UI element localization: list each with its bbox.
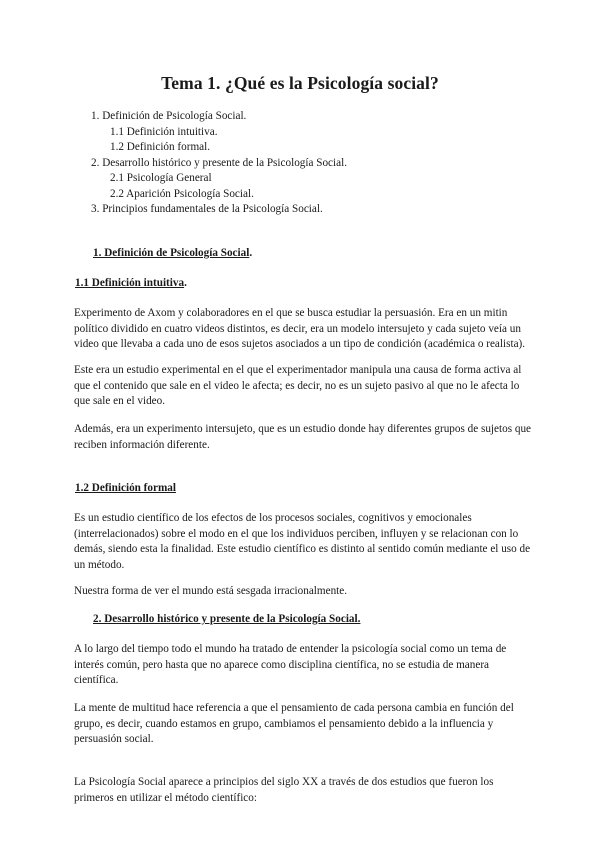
subsection-1-2-heading-text: 1.2 Definición formal [75, 482, 176, 494]
paragraph-line: que el contenido que sale en el video le afecta; es decir, no es un sujeto pasivo al que no le afecta lo [74, 379, 520, 392]
paragraph-line: video que llevaba a cada uno de esos sujetos asociados a un tipo de condición (académica o realista). [74, 338, 526, 350]
paragraph-line: político dividido en cuatro videos distintos, es decir, era un modelo intersujeto y cada sujeto veía un [74, 322, 521, 335]
paragraph-line: (interrelacionados) sobre el modo en el que los individuos perciben, influyen y se relacionan con lo [74, 527, 519, 540]
paragraph-line: grupo, es decir, cuando estamos en grupo, cambiamos el pensamiento debido a la influencia y [74, 717, 494, 730]
paragraph-line: un método. [74, 558, 125, 571]
paragraph-line: Experimento de Axom y colaboradores en el que se busca estudiar la persuasión. Era en un mitin [74, 307, 508, 319]
section-1-heading [93, 247, 252, 259]
section-2-heading-text: 2. Desarrollo histórico y presente de la Psicología Social. [93, 613, 361, 625]
subsection-1-1-heading [75, 277, 187, 289]
toc-item: 1.2 Definición formal. [110, 141, 211, 153]
paragraph-line: demás, siendo esta la finalidad. Este estudio científico es distinto al sentido común mediante el uso de [74, 543, 531, 555]
paragraph-line: A lo largo del tiempo todo el mundo ha tratado de entender la psicología social como un tema de [74, 643, 507, 655]
subsection-1-1-heading-text: 1.1 Definición intuitiva [75, 277, 185, 289]
paragraph-line: interés común, pero hasta que no aparece como disciplina científica, no se estudia de manera [74, 658, 490, 671]
paragraph-line: primeros en utilizar el método científico: [74, 791, 257, 804]
toc-item: 1. Definición de Psicología Social. [91, 110, 247, 122]
paragraph-line: Nuestra forma de ver el mundo está sesgada irracionalmente. [74, 585, 348, 597]
paragraph [74, 701, 534, 748]
section-1-heading-text: 1. Definición de Psicología Social [93, 247, 250, 259]
paragraph [74, 306, 534, 353]
section-1-heading-end: . [249, 247, 253, 259]
paragraph [74, 422, 534, 453]
paragraph-line: persuasión social. [74, 733, 154, 745]
paragraph-line: La Psicología Social aparece a principios del siglo XX a través de dos estudios que fueron los [74, 776, 494, 788]
paragraph-line: Es un estudio científico de los efectos de los procesos sociales, cognitivos y emocionales [74, 512, 472, 524]
paragraph [74, 584, 534, 600]
paragraph [74, 642, 534, 689]
toc-item: 1.1 Definición intuitiva. [110, 125, 218, 138]
paragraph [74, 775, 534, 806]
toc-item: 3. Principios fundamentales de la Psicología Social. [91, 203, 323, 215]
paragraph [74, 363, 534, 410]
subsection-1-2-heading [75, 482, 176, 494]
paragraph-line: reciben información diferente. [74, 438, 210, 451]
paragraph-line: que sale en el video. [74, 395, 166, 407]
toc-item: 2. Desarrollo histórico y presente de la Psicología Social. [91, 156, 348, 169]
paragraph-line: La mente de multitud hace referencia a que el pensamiento de cada persona cambia en función del [74, 702, 514, 714]
paragraph-line: Además, era un experimento intersujeto, que es un estudio donde hay diferentes grupos de sujetos que [74, 423, 532, 435]
document-title: Tema 1. ¿Qué es la Psicología social? [161, 73, 439, 93]
subsection-1-1-heading-end: . [184, 277, 187, 289]
paragraph [74, 511, 534, 573]
paragraph-line: científica. [74, 674, 119, 686]
section-2-heading [93, 613, 360, 625]
paragraph-line: Este era un estudio experimental en el que el experimentador manipula una causa de forma activa al [74, 364, 522, 376]
toc-item: 2.1 Psicología General [110, 172, 212, 184]
toc-item: 2.2 Aparición Psicología Social. [110, 187, 254, 200]
